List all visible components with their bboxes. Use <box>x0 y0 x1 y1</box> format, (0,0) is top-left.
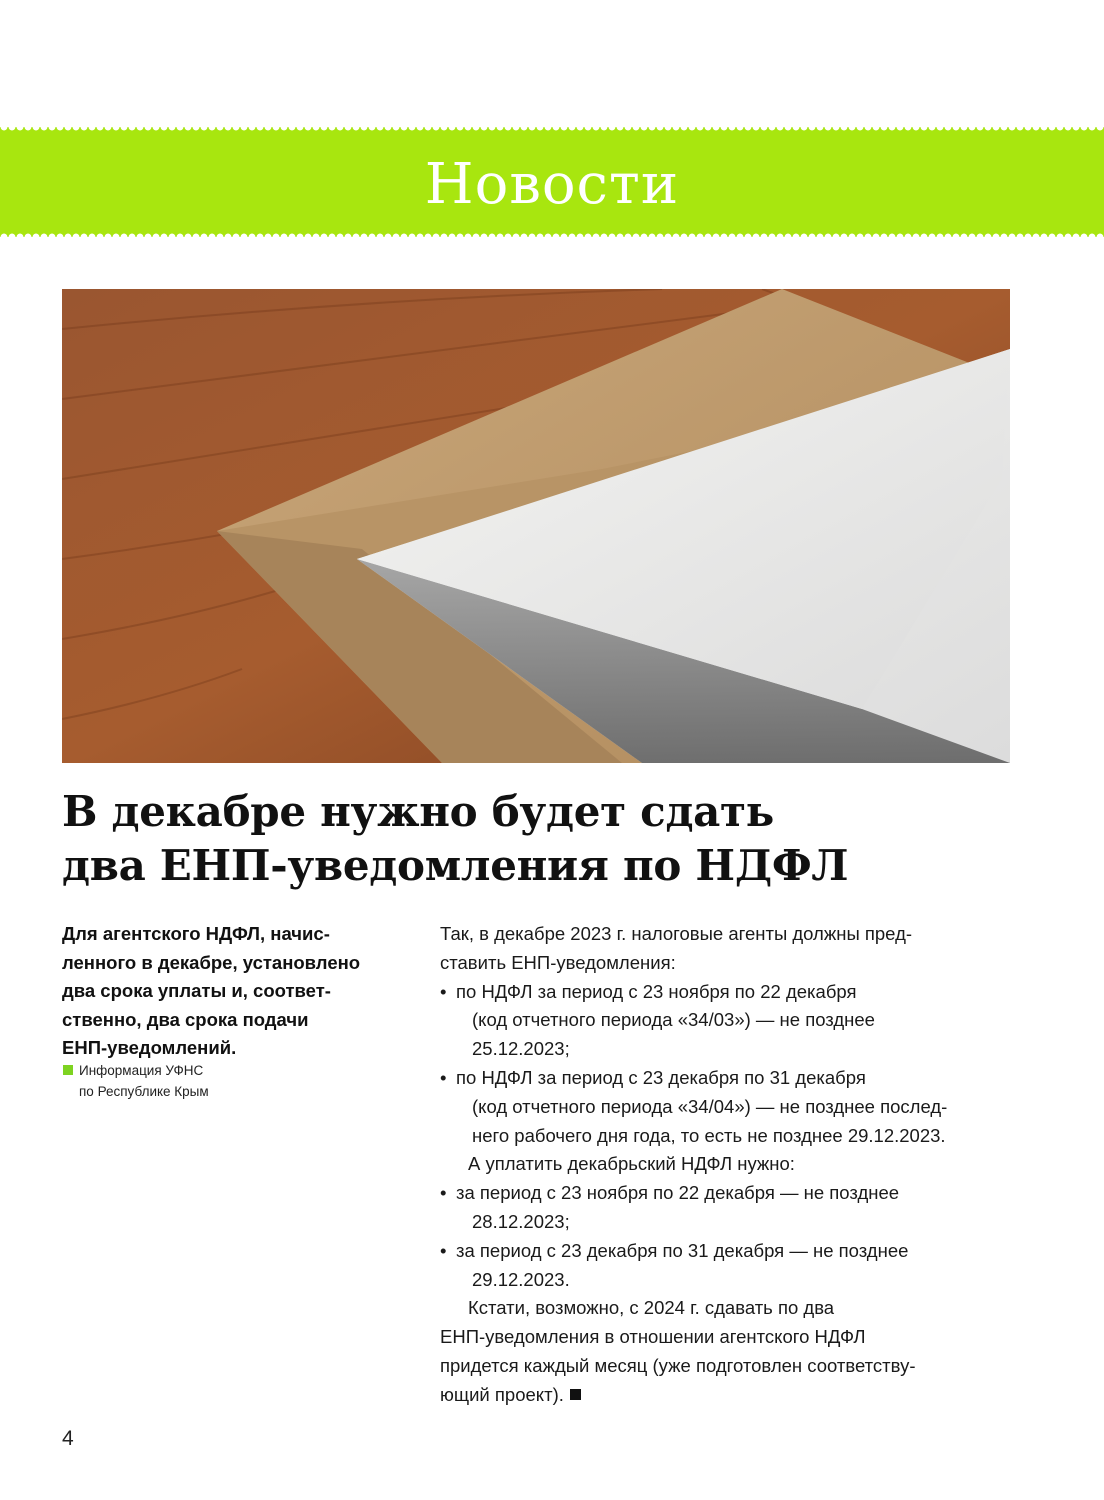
body-line: 28.12.2023; <box>472 1210 570 1232</box>
list-item <box>440 1064 1020 1150</box>
bullet-icon: • <box>440 1239 447 1261</box>
body-line: 25.12.2023; <box>472 1038 570 1060</box>
body-line: Кстати, возможно, с 2024 г. сдавать по два <box>468 1297 835 1319</box>
source-line: Информация УФНС <box>79 1063 204 1078</box>
article-source <box>62 1060 362 1102</box>
body-line: по НДФЛ за период с 23 декабря по 31 декабря <box>456 1066 866 1088</box>
bullet-icon: • <box>440 980 447 1002</box>
lead-line: Для агентского НДФЛ, начис- <box>62 923 330 944</box>
body-line: (код отчетного периода «34/04») — не позднее послед- <box>472 1095 948 1117</box>
source-line: по Республике Крым <box>79 1084 209 1099</box>
lead-line: два срока уплаты и, соответ- <box>62 980 331 1001</box>
lead-line: ЕНП-уведомлений. <box>62 1037 237 1058</box>
list-item <box>440 1237 1020 1295</box>
banner-wavy-edge-top <box>0 127 1104 134</box>
lead-line: ственно, два срока подачи <box>62 1008 309 1030</box>
body-line: за период с 23 декабря по 31 декабря — не позднее <box>456 1239 909 1261</box>
banner-wavy-edge-bottom <box>0 230 1104 237</box>
envelopes-photo <box>62 289 1010 763</box>
body-line: ЕНП-уведомления в отношении агентского НДФЛ <box>440 1326 866 1348</box>
article-body <box>440 920 1020 1410</box>
body-line: (код отчетного периода «34/03») — не позднее <box>472 1009 875 1031</box>
page-number: 4 <box>62 1427 74 1450</box>
section-banner <box>0 127 1104 237</box>
bullet-icon: • <box>440 1066 447 1088</box>
end-of-article-icon <box>570 1389 581 1400</box>
body-line: по НДФЛ за период с 23 ноября по 22 декабря <box>456 980 857 1002</box>
body-line-text: ющий проект). <box>440 1383 564 1405</box>
body-line: 29.12.2023. <box>472 1268 570 1290</box>
headline-line: В декабре нужно будет сдать <box>62 787 774 836</box>
lead-line: ленного в декабре, установлено <box>62 951 361 973</box>
headline-line: два ЕНП-уведомления по НДФЛ <box>62 841 849 890</box>
body-line: него рабочего дня года, то есть не позднее 29.12.2023. <box>472 1124 946 1146</box>
body-line: придется каждый месяц (уже подготовлен соответству- <box>440 1354 916 1376</box>
article-headline <box>62 785 1022 893</box>
source-marker-icon <box>63 1065 73 1075</box>
list-item <box>440 978 1020 1064</box>
section-title: Новости <box>424 151 680 217</box>
body-line-last <box>440 1381 1020 1410</box>
article-lead <box>62 920 407 1063</box>
body-line: за период с 23 ноября по 22 декабря — не позднее <box>456 1182 900 1204</box>
list-item <box>440 1179 1020 1237</box>
body-line: ставить ЕНП-уведомления: <box>440 951 676 973</box>
body-line: А уплатить декабрьский НДФЛ нужно: <box>468 1153 795 1175</box>
bullet-icon: • <box>440 1182 447 1204</box>
envelopes-illustration <box>62 289 1010 763</box>
body-line: Так, в декабре 2023 г. налоговые агенты должны пред- <box>440 923 913 944</box>
